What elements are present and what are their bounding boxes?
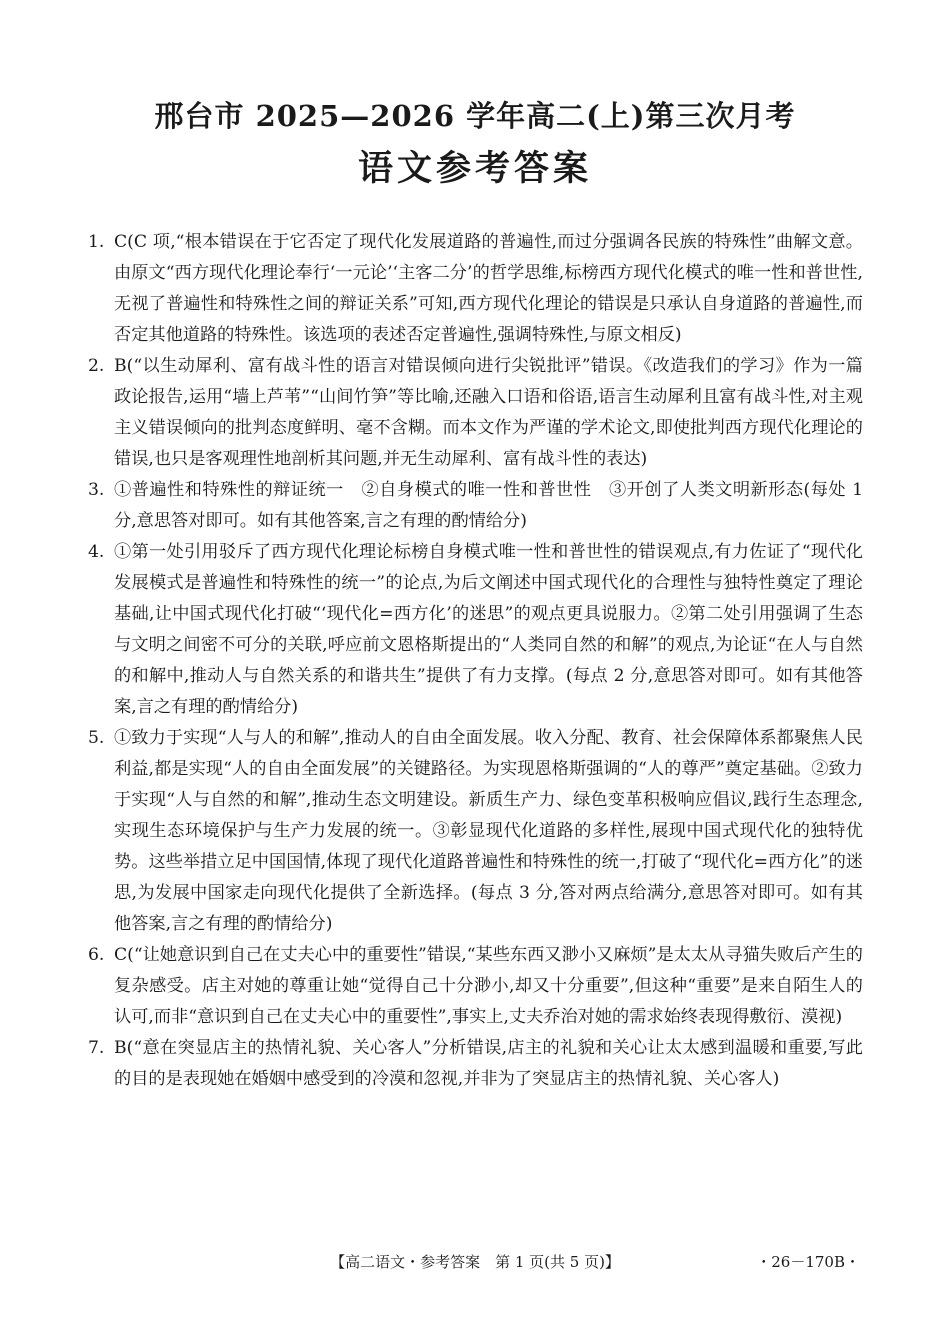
answer-list bbox=[88, 227, 863, 1095]
answer-number: 1. bbox=[88, 232, 105, 252]
answer-number: 2. bbox=[88, 356, 105, 376]
footer-code: ・26－170B・ bbox=[756, 1253, 860, 1271]
answer-text: B(“以生动犀利、富有战斗性的语言对错误倾向进行尖锐批评”错误。《改造我们的学习》作为一篇政论报告,运用“墙上芦苇”“山间竹笋”等比喻,还融入口语和俗语,语言生动犀利且富有战斗性,对主观主义错误倾向的批判态度鲜明、毫不含糊。而本文作为严谨的学术论文,即使批判西方现代化理论的错误,也只是客观理性地剖析其问题,并无生动犀利、富有战斗性的表达) bbox=[114, 356, 863, 469]
answer-item-4 bbox=[88, 537, 863, 723]
answer-item-5 bbox=[88, 723, 863, 940]
answer-item-7 bbox=[88, 1033, 863, 1095]
answer-text: C(“让她意识到自己在丈夫心中的重要性”错误,“某些东西又渺小又麻烦”是太太从寻猫失败后产生的复杂感受。店主对她的尊重让她“觉得自己十分渺小,却又十分重要”,但这种“重要”是来自陌生人的认可,而非“意识到自己在丈夫心中的重要性”,事实上,丈夫乔治对她的需求始终表现得敷衍、漠视) bbox=[114, 945, 863, 1027]
answer-text: ①第一处引用驳斥了西方现代化理论标榜自身模式唯一性和普世性的错误观点,有力佐证了“现代化发展模式是普遍性和特殊性的统一”的论点,为后文阐述中国式现代化的合理性与独特性奠定了理论基础,让中国式现代化打破“‘现代化=西方化’的迷思”的观点更具说服力。②第二处引用强调了生态与文明之间密不可分的关联,呼应前文恩格斯提出的“人类同自然的和解”的观点,为论证“在人与自然的和解中,推动人与自然关系的和谐共生”提供了有力支撑。(每点 2 分,意思答对即可。如有其他答案,言之有理的酌情给分) bbox=[114, 542, 863, 717]
page-title: 邢台市 2025—2026 学年高二(上)第三次月考 bbox=[154, 99, 796, 133]
answer-text: B(“意在突显店主的热情礼貌、关心客人”分析错误,店主的礼貌和关心让太太感到温暖和重要,写此的目的是表现她在婚姻中感受到的冷漠和忽视,并非为了突显店主的热情礼貌、关心客人) bbox=[114, 1038, 863, 1089]
footer-page-info: 【高二语文・参考答案 第 1 页(共 5 页)】 bbox=[330, 1253, 620, 1271]
answer-number: 5. bbox=[88, 728, 105, 748]
answer-text: ①普遍性和特殊性的辩证统一 ②自身模式的唯一性和普世性 ③开创了人类文明新形态(每处 1 分,意思答对即可。如有其他答案,言之有理的酌情给分) bbox=[114, 480, 863, 531]
page-footer bbox=[0, 1250, 950, 1274]
answer-text: ①致力于实现“人与人的和解”,推动人的自由全面发展。收入分配、教育、社会保障体系都聚焦人民利益,都是实现“人的自由全面发展”的关键路径。为实现恩格斯强调的“人的尊严”奠定基础。②致力于实现“人与自然的和解”,推动生态文明建设。新质生产力、绿色变革积极响应倡议,践行生态理念,实现生态环境保护与生产力发展的统一。③彰显现代化道路的多样性,展现中国式现代化的独特优势。这些举措立足中国国情,体现了现代化道路普遍性和特殊性的统一,打破了“现代化=西方化”的迷思,为发展中国家走向现代化提供了全新选择。(每点 3 分,答对两点给满分,意思答对即可。如有其他答案,言之有理的酌情给分) bbox=[114, 728, 863, 934]
answer-number: 6. bbox=[88, 945, 105, 965]
answer-number: 4. bbox=[88, 542, 105, 562]
answer-number: 3. bbox=[88, 480, 105, 500]
answer-item-2 bbox=[88, 351, 863, 475]
answer-item-6 bbox=[88, 940, 863, 1033]
answer-number: 7. bbox=[88, 1038, 105, 1058]
answer-item-3 bbox=[88, 475, 863, 537]
page-subtitle: 语文参考答案 bbox=[357, 148, 592, 189]
answer-text: C(C 项,“根本错误在于它否定了现代化发展道路的普遍性,而过分强调各民族的特殊性”曲解文意。由原文“西方现代化理论奉行‘一元论’‘主客二分’的哲学思维,标榜西方现代化模式的唯一性和普世性,无视了普遍性和特殊性之间的辩证关系”可知,西方现代化理论的错误是只承认自身道路的普遍性,而否定其他道路的特殊性。该选项的表述否定普遍性,强调特殊性,与原文相反) bbox=[114, 232, 863, 345]
answer-item-1 bbox=[88, 227, 863, 351]
